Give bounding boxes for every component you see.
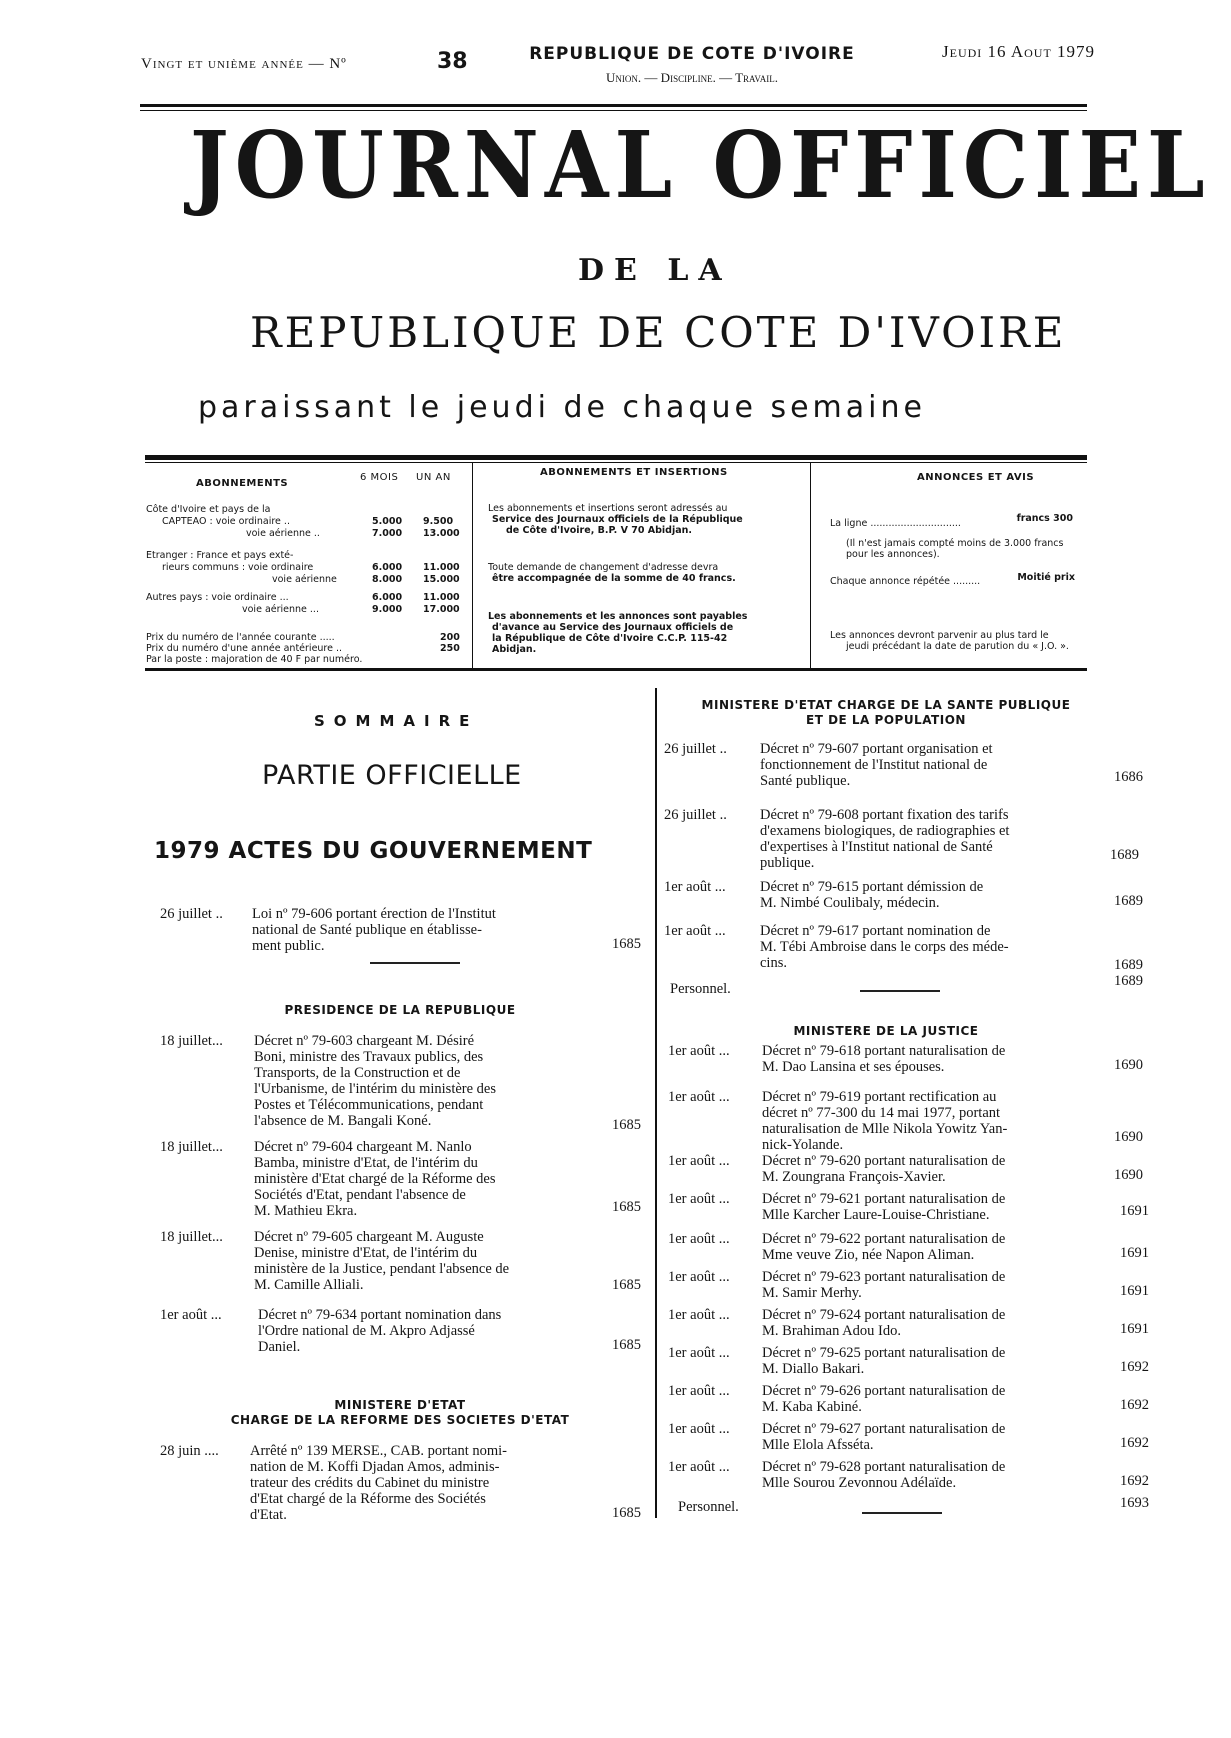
toc-line: l'Urbanisme, de l'intérim du ministère des <box>254 1081 497 1097</box>
toc-page: 1691 <box>1120 1245 1149 1261</box>
rate-1an: 13.000 <box>423 528 460 539</box>
toc-date: 18 juillet... <box>160 1229 223 1245</box>
rate-row-label: CAPTEAO : voie ordinaire .. <box>162 516 290 527</box>
rate-row-label: Autres pays : voie ordinaire ... <box>146 592 289 603</box>
section-heading-population: ET DE LA POPULATION <box>806 713 966 727</box>
toc-date: 18 juillet... <box>160 1139 223 1155</box>
toc-line: M. Kaba Kabiné. <box>762 1399 862 1415</box>
rate-6mois: 8.000 <box>372 574 403 585</box>
header-rule-thick <box>140 104 1087 107</box>
insertions-text: Toute demande de changement d'adresse devra <box>488 562 719 573</box>
rate-1an: 11.000 <box>423 592 460 603</box>
toc-page: 1692 <box>1120 1397 1149 1413</box>
box-bottom-rule <box>145 668 1087 671</box>
toc-date: 1er août ... <box>668 1307 730 1323</box>
box-top-rule-thin <box>145 462 1087 463</box>
toc-date: 1er août ... <box>668 1043 730 1059</box>
section-heading-presidence: PRESIDENCE DE LA REPUBLIQUE <box>284 1003 516 1017</box>
rate-6mois: 5.000 <box>372 516 403 527</box>
toc-line: Décret nº 79-626 portant naturalisation de <box>762 1383 1006 1399</box>
toc-line: Boni, ministre des Travaux publics, des <box>254 1049 484 1065</box>
separator <box>860 990 940 992</box>
toc-label: Personnel. <box>678 1499 739 1515</box>
toc-line: Décret nº 79-624 portant naturalisation de <box>762 1307 1006 1323</box>
toc-line: fonctionnement de l'Institut national de <box>760 757 988 773</box>
toc-page: 1690 <box>1114 1167 1143 1183</box>
insertions-text: Abidjan. <box>492 644 537 655</box>
toc-date: 1er août ... <box>668 1153 730 1169</box>
abonnements-heading: ABONNEMENTS <box>196 478 289 489</box>
toc-line: M. Zoungrana François-Xavier. <box>762 1169 946 1185</box>
section-heading-reforme: CHARGE DE LA REFORME DES SOCIETES D'ETAT <box>230 1413 570 1427</box>
actes-heading: 1979 ACTES DU GOUVERNEMENT <box>154 838 593 864</box>
toc-line: M. Brahiman Adou Ido. <box>762 1323 901 1339</box>
annonces-note: (Il n'est jamais compté moins de 3.000 francs <box>846 538 1064 549</box>
rate-row-label: rieurs communs : voie ordinaire <box>162 562 314 573</box>
toc-line: national de Santé publique en établisse- <box>252 922 482 938</box>
toc-date: 26 juillet .. <box>160 906 223 922</box>
partie-officielle: PARTIE OFFICIELLE <box>262 760 522 791</box>
prix-anterieure-label: Prix du numéro d'une année antérieure .. <box>146 643 343 654</box>
toc-line: d'Etat chargé de la Réforme des Sociétés <box>250 1491 486 1507</box>
section-heading-sante: MINISTERE D'ETAT CHARGE DE LA SANTE PUBLIQUE <box>701 698 1071 712</box>
toc-line: Décret nº 79-603 chargeant M. Désiré <box>254 1033 475 1049</box>
toc-line: Daniel. <box>258 1339 301 1355</box>
issue-date: Jeudi 16 Aout 1979 <box>942 42 1096 61</box>
toc-line: ment public. <box>252 938 325 954</box>
toc-line: d'expertises à l'Institut national de Santé <box>760 839 993 855</box>
toc-line: décret nº 77-300 du 14 mai 1977, portant <box>762 1105 1001 1121</box>
toc-label: Personnel. <box>670 981 731 997</box>
toc-line: Décret nº 79-608 portant fixation des tarifs <box>760 807 1009 823</box>
toc-line: M. Tébi Ambroise dans le corps des méde- <box>760 939 1009 955</box>
masthead-republic: REPUBLIQUE DE COTE D'IVOIRE <box>250 308 1067 357</box>
toc-line: Décret nº 79-620 portant naturalisation de <box>762 1153 1006 1169</box>
insertions-heading: ABONNEMENTS ET INSERTIONS <box>540 467 728 478</box>
toc-line: Sociétés d'Etat, pendant l'absence de <box>254 1187 466 1203</box>
toc-line: Mme veuve Zio, née Napon Aliman. <box>762 1247 975 1263</box>
toc-line: Décret nº 79-623 portant naturalisation de <box>762 1269 1006 1285</box>
ligne-label: La ligne .............................. <box>830 518 961 529</box>
annonces-heading: ANNONCES ET AVIS <box>917 472 1035 483</box>
toc-page: 1685 <box>612 1505 641 1521</box>
toc-line: d'Etat. <box>250 1507 287 1523</box>
toc-date: 1er août ... <box>664 879 726 895</box>
masthead-de-la: DE LA <box>578 253 732 288</box>
rate-6mois: 7.000 <box>372 528 403 539</box>
toc-date: 1er août ... <box>668 1383 730 1399</box>
prix-courante-label: Prix du numéro de l'année courante ..... <box>146 632 335 643</box>
toc-line: Mlle Sourou Zevonnou Adélaïde. <box>762 1475 957 1491</box>
prix-poste-label: Par la poste : majoration de 40 F par numéro. <box>146 654 363 665</box>
insertions-text: de Côte d'Ivoire, B.P. V 70 Abidjan. <box>506 525 693 536</box>
toc-date: 1er août ... <box>668 1089 730 1105</box>
toc-page: 1685 <box>612 1337 641 1353</box>
toc-line: nick-Yolande. <box>762 1137 844 1153</box>
col-6mois: 6 MOIS <box>360 472 399 483</box>
toc-page: 1691 <box>1120 1203 1149 1219</box>
toc-page: 1690 <box>1114 1057 1143 1073</box>
toc-page: 1693 <box>1120 1495 1149 1511</box>
rate-1an: 9.500 <box>423 516 454 527</box>
toc-page: 1689 <box>1114 973 1143 989</box>
toc-date: 1er août ... <box>668 1231 730 1247</box>
toc-line: Décret nº 79-621 portant naturalisation de <box>762 1191 1006 1207</box>
toc-line: ministère d'Etat chargé de la Réforme des <box>254 1171 496 1187</box>
toc-date: 1er août ... <box>664 923 726 939</box>
header-rule-thin <box>140 110 1087 111</box>
rate-row-label: voie aérienne .. <box>246 528 320 539</box>
annonces-note: pour les annonces). <box>846 549 940 560</box>
toc-line: Mlle Elola Afsséta. <box>762 1437 874 1453</box>
toc-page: 1686 <box>1114 769 1143 785</box>
masthead-subtitle: paraissant le jeudi de chaque semaine <box>198 390 926 425</box>
toc-line: M. Mathieu Ekra. <box>254 1203 358 1219</box>
toc-date: 1er août ... <box>668 1345 730 1361</box>
toc-page: 1689 <box>1114 893 1143 909</box>
column-divider <box>655 688 657 1518</box>
separator <box>862 1512 942 1514</box>
toc-line: Santé publique. <box>760 773 851 789</box>
toc-page: 1689 <box>1114 957 1143 973</box>
insertions-text: Service des Journaux officiels de la République <box>492 514 743 525</box>
toc-line: Décret nº 79-628 portant naturalisation de <box>762 1459 1006 1475</box>
header-motto: Union. — Discipline. — Travail. <box>606 70 778 85</box>
section-heading-ministere-etat: MINISTERE D'ETAT <box>334 1398 466 1412</box>
rate-1an: 17.000 <box>423 604 460 615</box>
toc-line: Décret nº 79-604 chargeant M. Nanlo <box>254 1139 472 1155</box>
toc-line: cins. <box>760 955 787 971</box>
delai-text: Les annonces devront parvenir au plus tard le <box>830 630 1049 641</box>
box-divider-1 <box>472 463 473 668</box>
toc-date: 18 juillet... <box>160 1033 223 1049</box>
prix-anterieure-value: 250 <box>440 643 460 654</box>
toc-line: Arrêté nº 139 MERSE., CAB. portant nomi- <box>250 1443 508 1459</box>
toc-line: Denise, ministre d'Etat, de l'intérim du <box>254 1245 478 1261</box>
rate-1an: 11.000 <box>423 562 460 573</box>
toc-line: Décret nº 79-627 portant naturalisation de <box>762 1421 1006 1437</box>
toc-line: Loi nº 79-606 portant érection de l'Institut <box>252 906 496 922</box>
toc-date: 26 juillet .. <box>664 807 727 823</box>
toc-line: Décret nº 79-607 portant organisation et <box>760 741 993 757</box>
toc-page: 1685 <box>612 1199 641 1215</box>
toc-line: Transports, de la Construction et de <box>254 1065 461 1081</box>
toc-page: 1692 <box>1120 1473 1149 1489</box>
toc-line: d'examens biologiques, de radiographies et <box>760 823 1010 839</box>
rate-row-label: voie aérienne <box>272 574 337 585</box>
toc-line: Décret nº 79-615 portant démission de <box>760 879 984 895</box>
toc-line: Décret nº 79-622 portant naturalisation de <box>762 1231 1006 1247</box>
toc-date: 1er août ... <box>160 1307 222 1323</box>
rate-6mois: 9.000 <box>372 604 403 615</box>
box-divider-2 <box>810 463 811 668</box>
toc-line: Mlle Karcher Laure-Louise-Christiane. <box>762 1207 990 1223</box>
insertions-text: Les abonnements et les annonces sont payables <box>488 611 748 622</box>
toc-line: Décret nº 79-618 portant naturalisation de <box>762 1043 1006 1059</box>
section-heading-justice: MINISTERE DE LA JUSTICE <box>793 1024 979 1038</box>
toc-line: Décret nº 79-634 portant nomination dans <box>258 1307 502 1323</box>
insertions-text: d'avance au Service des Journaux officiels de <box>492 622 734 633</box>
rate-1an: 15.000 <box>423 574 460 585</box>
toc-page: 1689 <box>1110 847 1139 863</box>
toc-line: Décret nº 79-605 chargeant M. Auguste <box>254 1229 484 1245</box>
issue-number: 38 <box>437 49 468 74</box>
toc-line: naturalisation de Mlle Nikola Yowitz Yan- <box>762 1121 1008 1137</box>
insertions-text: être accompagnée de la somme de 40 francs. <box>492 573 736 584</box>
insertions-text: la République de Côte d'Ivoire C.C.P. 115-42 <box>492 633 728 644</box>
separator <box>370 962 460 964</box>
toc-date: 28 juin .... <box>160 1443 219 1459</box>
toc-line: Décret nº 79-625 portant naturalisation de <box>762 1345 1006 1361</box>
toc-line: M. Camille Alliali. <box>254 1277 364 1293</box>
toc-line: l'Ordre national de M. Akpro Adjassé <box>258 1323 475 1339</box>
toc-line: M. Dao Lansina et ses épouses. <box>762 1059 945 1075</box>
toc-line: M. Diallo Bakari. <box>762 1361 865 1377</box>
box-top-rule <box>145 455 1087 460</box>
toc-line: ministère de la Justice, pendant l'absence de <box>254 1261 510 1277</box>
masthead-title: JOURNAL OFFICIEL <box>190 112 1211 220</box>
toc-page: 1691 <box>1120 1321 1149 1337</box>
rate-row-label: Etranger : France et pays exté- <box>146 550 294 561</box>
toc-page: 1691 <box>1120 1283 1149 1299</box>
toc-date: 1er août ... <box>668 1269 730 1285</box>
toc-line: M. Nimbé Coulibaly, médecin. <box>760 895 940 911</box>
toc-line: Décret nº 79-617 portant nomination de <box>760 923 991 939</box>
rate-6mois: 6.000 <box>372 562 403 573</box>
insertions-text: Les abonnements et insertions seront adressés au <box>488 503 728 514</box>
toc-line: Postes et Télécommunications, pendant <box>254 1097 484 1113</box>
repetee-label: Chaque annonce répétée ......... <box>830 576 981 587</box>
issue-year: Vingt et unième année — Nº <box>141 56 347 72</box>
header-republic: REPUBLIQUE DE COTE D'IVOIRE <box>529 44 855 64</box>
rate-row-label: voie aérienne ... <box>242 604 319 615</box>
toc-line: l'absence de M. Bangali Koné. <box>254 1113 432 1129</box>
toc-line: publique. <box>760 855 815 871</box>
toc-line: Décret nº 79-619 portant rectification au <box>762 1089 997 1105</box>
toc-date: 26 juillet .. <box>664 741 727 757</box>
toc-page: 1692 <box>1120 1359 1149 1375</box>
toc-page: 1685 <box>612 936 641 952</box>
col-1an: UN AN <box>416 472 451 483</box>
toc-page: 1692 <box>1120 1435 1149 1451</box>
prix-courante-value: 200 <box>440 632 460 643</box>
toc-page: 1685 <box>612 1277 641 1293</box>
sommaire-heading: SOMMAIRE <box>314 712 479 730</box>
toc-date: 1er août ... <box>668 1191 730 1207</box>
toc-line: nation de M. Koffi Djadan Amos, adminis- <box>250 1459 500 1475</box>
toc-page: 1685 <box>612 1117 641 1133</box>
rate-6mois: 6.000 <box>372 592 403 603</box>
toc-line: M. Samir Merhy. <box>762 1285 862 1301</box>
rate-row-label: Côte d'Ivoire et pays de la <box>146 504 271 515</box>
toc-date: 1er août ... <box>668 1421 730 1437</box>
toc-page: 1690 <box>1114 1129 1143 1145</box>
toc-line: Bamba, ministre d'Etat, de l'intérim du <box>254 1155 478 1171</box>
toc-line: trateur des crédits du Cabinet du ministre <box>250 1475 490 1491</box>
toc-date: 1er août ... <box>668 1459 730 1475</box>
delai-text: jeudi précédant la date de parution du « J.O. ». <box>846 641 1069 652</box>
